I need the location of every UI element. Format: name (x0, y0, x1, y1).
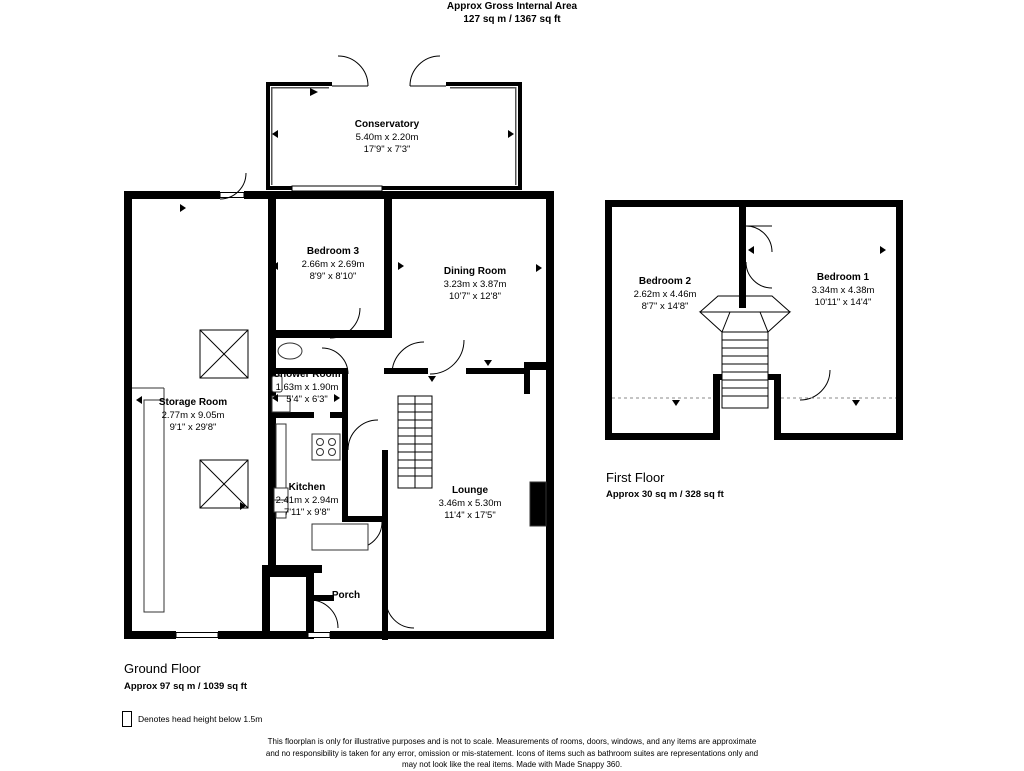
room-name-shower-room: Shower Room (273, 369, 341, 380)
room-dim-metric-lounge: 3.46m x 5.30m (438, 497, 502, 509)
room-dim-imperial-dining-room: 10'7" x 12'8" (448, 291, 502, 302)
room-label-bedroom-1 (778, 272, 908, 310)
room-name-storage-room: Storage Room (158, 397, 228, 408)
room-dim-imperial-bedroom-2: 8'7" x 14'8" (641, 301, 689, 312)
room-name-porch: Porch (331, 590, 361, 601)
header-line-2: 127 sq m / 1367 sq ft (463, 14, 561, 25)
room-dim-imperial-lounge: 11'4" x 17'5" (444, 510, 496, 521)
header (0, 0, 1024, 26)
room-dim-metric-shower-room: 1.63m x 1.90m (275, 381, 339, 393)
room-label-storage-room (128, 397, 258, 435)
room-dim-metric-dining-room: 3.23m x 3.87m (443, 278, 507, 290)
room-dim-imperial-conservatory: 17'9" x 7'3" (363, 144, 411, 155)
room-label-kitchen (242, 482, 372, 520)
room-label-dining-room (410, 266, 540, 304)
room-dim-imperial-bedroom-1: 10'11" x 14'4" (814, 297, 872, 308)
room-name-conservatory: Conservatory (354, 119, 420, 130)
first-floor-title: First Floor (606, 470, 665, 485)
legend-note: Denotes head height below 1.5m (138, 714, 263, 724)
header-line-1: Approx Gross Internal Area (446, 1, 578, 12)
disclaimer-line-1: This floorplan is only for illustrative purposes and is not to scale. Measurements of rooms, doors, windows, and any items are approximate (267, 737, 757, 746)
room-dim-metric-kitchen: 2.41m x 2.94m (275, 494, 339, 506)
room-label-porch (306, 590, 386, 603)
disclaimer-line-2: and no responsibility is taken for any error, omission or mis-statement. Icons of items such as bathroom suites are representations only and (265, 748, 759, 758)
room-name-lounge: Lounge (451, 485, 489, 496)
room-label-lounge (405, 485, 535, 523)
room-dim-imperial-bedroom-3: 8'9" x 8'10" (309, 271, 357, 282)
head-height-swatch (122, 711, 132, 727)
room-label-conservatory (322, 119, 452, 157)
room-label-shower-room (247, 369, 367, 407)
room-dim-metric-conservatory: 5.40m x 2.20m (355, 131, 419, 143)
legend (122, 711, 262, 727)
room-dim-imperial-storage-room: 9'1" x 29'8" (169, 422, 217, 433)
room-dim-metric-bedroom-3: 2.66m x 2.69m (301, 258, 365, 270)
ground-floor-title: Ground Floor (124, 661, 201, 676)
room-name-kitchen: Kitchen (288, 482, 326, 493)
disclaimer-line-3: may not look like the real items. Made with Made Snappy 360. (401, 760, 623, 769)
room-dim-metric-storage-room: 2.77m x 9.05m (161, 409, 225, 421)
room-dim-metric-bedroom-2: 2.62m x 4.46m (633, 288, 697, 300)
room-dim-metric-bedroom-1: 3.34m x 4.38m (811, 284, 875, 296)
room-name-bedroom-3: Bedroom 3 (306, 246, 360, 257)
room-dim-imperial-kitchen: 7'11" x 9'8" (283, 507, 331, 518)
room-dim-imperial-shower-room: 5'4" x 6'3" (286, 394, 328, 405)
ground-floor-staircase (398, 396, 432, 488)
first-floor-subtitle: Approx 30 sq m / 328 sq ft (606, 489, 724, 500)
room-name-bedroom-2: Bedroom 2 (638, 276, 692, 287)
room-name-dining-room: Dining Room (443, 266, 507, 277)
disclaimer (212, 736, 812, 771)
ground-floor-subtitle: Approx 97 sq m / 1039 sq ft (124, 681, 248, 692)
room-label-bedroom-2 (600, 276, 730, 314)
room-label-bedroom-3 (268, 246, 398, 284)
room-name-bedroom-1: Bedroom 1 (816, 272, 870, 283)
